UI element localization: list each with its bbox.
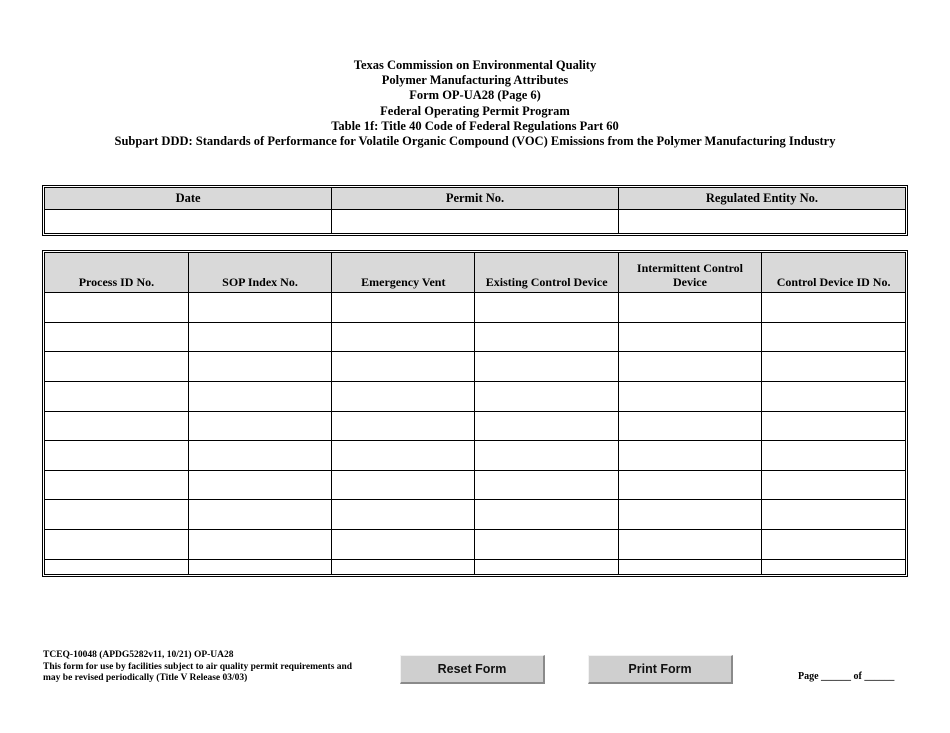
existing-control-device-cell[interactable] (475, 352, 618, 382)
print-form-button[interactable]: Print Form (588, 655, 733, 684)
emergency-vent-cell[interactable] (332, 530, 475, 560)
emergency-vent-cell[interactable] (332, 441, 475, 471)
existing-control-device-cell[interactable] (475, 293, 618, 323)
sop-index-cell[interactable] (188, 470, 331, 500)
sop-index-header: SOP Index No. (188, 253, 331, 293)
control-device-id-header: Control Device ID No. (762, 253, 905, 293)
permit-no-header: Permit No. (332, 188, 619, 210)
table-row (45, 293, 905, 323)
table-row (45, 381, 905, 411)
table-row (45, 559, 905, 574)
process-id-cell[interactable] (45, 293, 188, 323)
subpart-title: Subpart DDD: Standards of Performance for Volatile Organic Compound (VOC) Emissions from the Polymer Manufacturing Industry (114, 134, 836, 149)
table-row (45, 470, 905, 500)
sop-index-cell[interactable] (188, 500, 331, 530)
emergency-vent-cell[interactable] (332, 411, 475, 441)
program-name: Federal Operating Permit Program (380, 103, 570, 118)
regulated-entity-field[interactable] (618, 210, 905, 234)
existing-control-device-cell[interactable] (475, 441, 618, 471)
control-device-id-cell[interactable] (762, 352, 905, 382)
sop-index-cell[interactable] (188, 441, 331, 471)
process-id-cell[interactable] (45, 470, 188, 500)
control-device-id-cell[interactable] (762, 500, 905, 530)
existing-control-device-cell[interactable] (475, 322, 618, 352)
reset-form-button[interactable]: Reset Form (400, 655, 545, 684)
existing-control-device-cell[interactable] (475, 381, 618, 411)
date-field[interactable] (45, 210, 332, 234)
agency-name: Texas Commission on Environmental Quality (353, 58, 597, 72)
form-id: TCEQ-10048 (APDG5282v11, 10/21) OP-UA28 (43, 650, 234, 660)
process-id-cell[interactable] (45, 530, 188, 560)
table-row (45, 322, 905, 352)
control-device-id-cell[interactable] (762, 411, 905, 441)
intermittent-control-device-cell[interactable] (618, 381, 761, 411)
date-header: Date (45, 188, 332, 210)
emergency-vent-cell[interactable] (332, 293, 475, 323)
regulated-entity-header: Regulated Entity No. (618, 188, 905, 210)
intermittent-control-device-cell[interactable] (618, 470, 761, 500)
form-title: Polymer Manufacturing Attributes (381, 73, 569, 88)
existing-control-device-cell[interactable] (475, 500, 618, 530)
intermittent-control-device-cell[interactable] (618, 411, 761, 441)
sop-index-cell[interactable] (188, 381, 331, 411)
control-device-id-cell[interactable] (762, 322, 905, 352)
sop-index-cell[interactable] (188, 411, 331, 441)
intermittent-control-device-cell[interactable] (618, 293, 761, 323)
sop-index-cell[interactable] (188, 530, 331, 560)
control-device-id-cell[interactable] (762, 530, 905, 560)
permit-no-field[interactable] (332, 210, 619, 234)
emergency-vent-cell[interactable] (332, 470, 475, 500)
process-id-cell[interactable] (45, 559, 188, 574)
intermittent-control-device-cell[interactable] (618, 559, 761, 574)
table-row (45, 352, 905, 382)
emergency-vent-cell[interactable] (332, 352, 475, 382)
control-device-id-cell[interactable] (762, 381, 905, 411)
control-device-id-cell[interactable] (762, 470, 905, 500)
process-id-cell[interactable] (45, 322, 188, 352)
existing-control-device-cell[interactable] (475, 559, 618, 574)
info-table (42, 185, 908, 236)
form-number: Form OP-UA28 (Page 6) (409, 88, 541, 103)
emergency-vent-cell[interactable] (332, 322, 475, 352)
intermittent-control-device-cell[interactable] (618, 441, 761, 471)
control-device-id-cell[interactable] (762, 559, 905, 574)
page-number: Page ______ of ______ (798, 671, 895, 682)
existing-control-device-cell[interactable] (475, 530, 618, 560)
process-id-cell[interactable] (45, 441, 188, 471)
form-footer (43, 650, 352, 685)
emergency-vent-cell[interactable] (332, 381, 475, 411)
sop-index-cell[interactable] (188, 322, 331, 352)
intermittent-control-device-cell[interactable] (618, 530, 761, 560)
process-id-cell[interactable] (45, 381, 188, 411)
control-device-id-cell[interactable] (762, 293, 905, 323)
process-id-cell[interactable] (45, 352, 188, 382)
table-title: Table 1f: Title 40 Code of Federal Regulations Part 60 (331, 118, 619, 133)
table-row (45, 441, 905, 471)
sop-index-cell[interactable] (188, 352, 331, 382)
sop-index-cell[interactable] (188, 559, 331, 574)
table-row (45, 530, 905, 560)
footer-note-line-2: may be revised periodically (Title V Release 03/03) (43, 673, 248, 684)
emergency-vent-header: Emergency Vent (332, 253, 475, 293)
form-header (0, 58, 950, 149)
intermittent-control-device-cell[interactable] (618, 352, 761, 382)
attributes-table (42, 250, 908, 577)
intermittent-control-device-cell[interactable] (618, 500, 761, 530)
table-row (45, 411, 905, 441)
process-id-header: Process ID No. (45, 253, 188, 293)
footer-note-line-1: This form for use by facilities subject to air quality permit requirements and (43, 661, 353, 672)
intermittent-control-device-header: Intermittent Control Device (618, 253, 761, 293)
existing-control-device-cell[interactable] (475, 470, 618, 500)
table-row (45, 500, 905, 530)
control-device-id-cell[interactable] (762, 441, 905, 471)
emergency-vent-cell[interactable] (332, 559, 475, 574)
process-id-cell[interactable] (45, 500, 188, 530)
existing-control-device-cell[interactable] (475, 411, 618, 441)
emergency-vent-cell[interactable] (332, 500, 475, 530)
existing-control-device-header: Existing Control Device (475, 253, 618, 293)
intermittent-control-device-cell[interactable] (618, 322, 761, 352)
process-id-cell[interactable] (45, 411, 188, 441)
sop-index-cell[interactable] (188, 293, 331, 323)
